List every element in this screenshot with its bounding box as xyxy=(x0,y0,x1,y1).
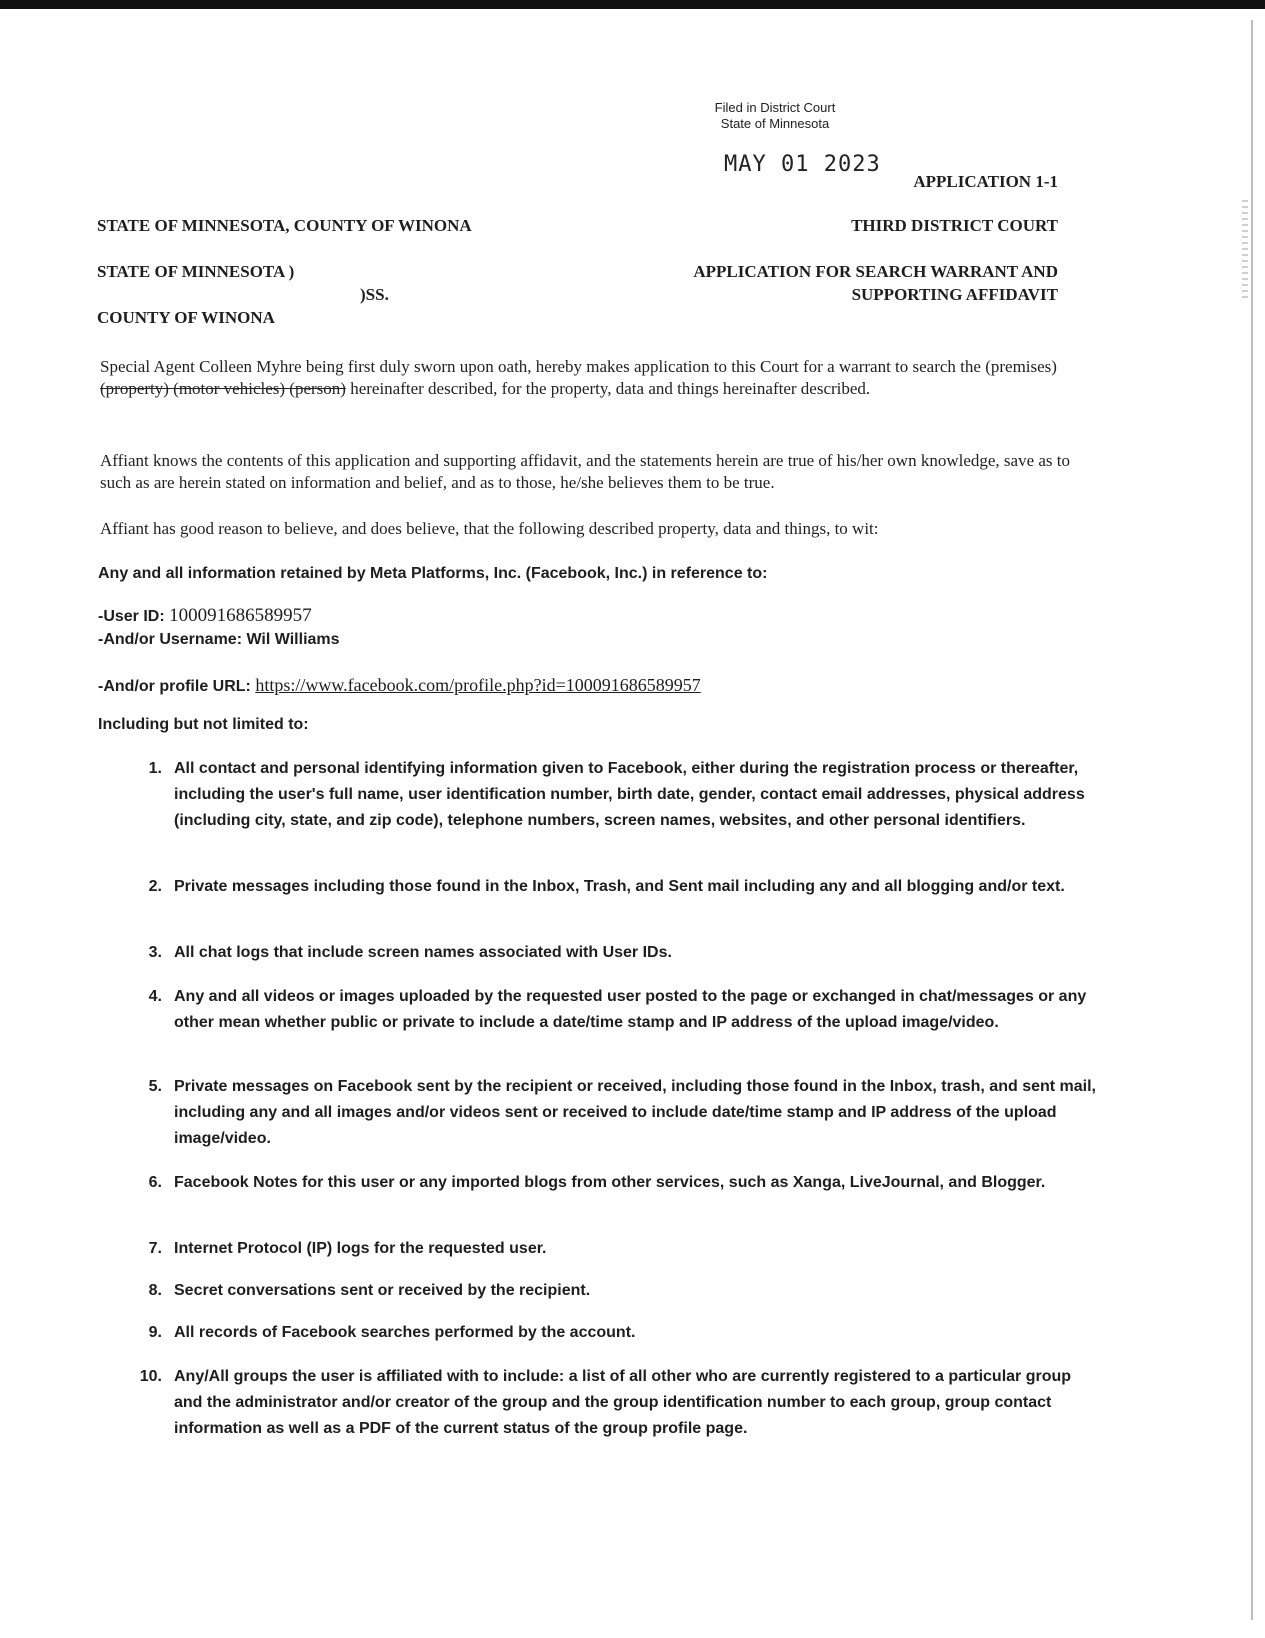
filing-stamp xyxy=(660,100,890,132)
document-title-line-2: SUPPORTING AFFIDAVIT xyxy=(851,285,1058,304)
username-line: -And/or Username: Wil Williams xyxy=(98,631,340,648)
user-id-line xyxy=(98,605,312,627)
list-item-number: 7. xyxy=(148,1240,162,1257)
venue-ss: )SS. xyxy=(360,285,389,304)
paragraph-application-part-1: Special Agent Colleen Myhre being first duly sworn upon oath, hereby makes application to this Court for a warrant to search the (premises) xyxy=(100,357,1057,376)
list-item-number: 1. xyxy=(148,760,162,777)
list-item-text: All contact and personal identifying information given to Facebook, either during the registration process or thereafter, including the user's full name, user identification number, birth date, gender, contact email addresses, physical address (including city, state, and zip code), telephone numbers, screen names, websites, and other personal identifiers. xyxy=(174,760,1085,829)
stamp-line-1: Filed in District Court xyxy=(714,100,836,115)
paragraph-application-part-2: hereinafter described, for the property, data and things hereinafter described. xyxy=(345,379,871,398)
list-item xyxy=(120,1320,1100,1346)
list-item-number: 8. xyxy=(148,1282,162,1299)
list-item xyxy=(120,1364,1100,1442)
struck-text: (property) (motor vehicles) (person) xyxy=(100,379,346,398)
list-item xyxy=(120,1278,1100,1304)
list-item-text: All records of Facebook searches performed by the account. xyxy=(174,1324,636,1341)
venue-county: COUNTY OF WINONA xyxy=(97,308,275,327)
list-item xyxy=(120,1236,1100,1262)
profile-url-label: -And/or profile URL: xyxy=(98,678,256,695)
scan-top-edge xyxy=(0,0,1265,9)
list-item-text: Private messages on Facebook sent by the recipient or received, including those found in the Inbox, trash, and sent mail, including any and all images and/or videos sent or received to include date/time stamp and IP address of the upload image/video. xyxy=(174,1078,1096,1147)
list-item-number: 10. xyxy=(139,1368,162,1385)
list-item-text: Internet Protocol (IP) logs for the requested user. xyxy=(174,1240,547,1257)
including-heading: Including but not limited to: xyxy=(98,716,309,733)
profile-url-line xyxy=(98,675,701,696)
stamp-line-2: State of Minnesota xyxy=(720,116,830,131)
list-item-text: Private messages including those found in the Inbox, Trash, and Sent mail including any and all blogging and/or text. xyxy=(174,878,1065,895)
list-item-text: Secret conversations sent or received by the recipient. xyxy=(174,1282,591,1299)
document-title-line-1: APPLICATION FOR SEARCH WARRANT AND xyxy=(693,262,1058,281)
list-item-number: 4. xyxy=(148,988,162,1005)
paragraph-application xyxy=(100,356,1100,400)
paragraph-affiant-knowledge: Affiant knows the contents of this application and supporting affidavit, and the statements herein are true of his/her own knowledge, save as to such as are herein stated on information and belief, and as to those, he/she believes them to be true. xyxy=(100,451,1071,492)
court-heading: THIRD DISTRICT COURT xyxy=(851,216,1058,235)
paragraph-affiant-belief: Affiant has good reason to believe, and does believe, that the following described property, data and things, to wit: xyxy=(100,519,879,538)
application-number: APPLICATION 1-1 xyxy=(913,172,1058,191)
profile-url-link[interactable]: https://www.facebook.com/profile.php?id=100091686589957 xyxy=(255,675,701,695)
list-item-number: 9. xyxy=(148,1324,162,1341)
list-item xyxy=(120,984,1100,1036)
list-item xyxy=(120,756,1100,834)
user-id-label: -User ID: xyxy=(98,608,170,625)
list-item xyxy=(120,940,1100,966)
reference-line: Any and all information retained by Meta Platforms, Inc. (Facebook, Inc.) in reference to: xyxy=(98,565,768,582)
list-item xyxy=(120,874,1100,900)
scan-artifact xyxy=(1242,200,1248,300)
list-item-text: All chat logs that include screen names associated with User IDs. xyxy=(174,944,672,961)
list-item xyxy=(120,1074,1100,1152)
scan-right-edge xyxy=(1251,20,1253,1620)
list-item-number: 5. xyxy=(148,1078,162,1095)
list-item-text: Any/All groups the user is affiliated with to include: a list of all other who are currently registered to a particular group and the administrator and/or creator of the group and the group identification number to each group, group contact information as well as a PDF of the current status of the group profile page. xyxy=(174,1368,1072,1437)
stamp-date: MAY 01 2023 xyxy=(724,152,881,177)
venue-state: STATE OF MINNESOTA ) xyxy=(97,262,295,281)
list-item-text: Facebook Notes for this user or any imported blogs from other services, such as Xanga, LiveJournal, and Blogger. xyxy=(174,1174,1046,1191)
list-item-number: 6. xyxy=(148,1174,162,1191)
list-item-text: Any and all videos or images uploaded by the requested user posted to the page or exchanged in chat/messages or any other mean whether public or private to include a date/time stamp and IP address of the upload image/video. xyxy=(174,988,1087,1031)
user-id-value: 100091686589957 xyxy=(169,605,312,626)
list-item xyxy=(120,1170,1100,1196)
list-item-number: 2. xyxy=(148,878,162,895)
list-item-number: 3. xyxy=(148,944,162,961)
state-county-heading: STATE OF MINNESOTA, COUNTY OF WINONA xyxy=(97,216,472,235)
